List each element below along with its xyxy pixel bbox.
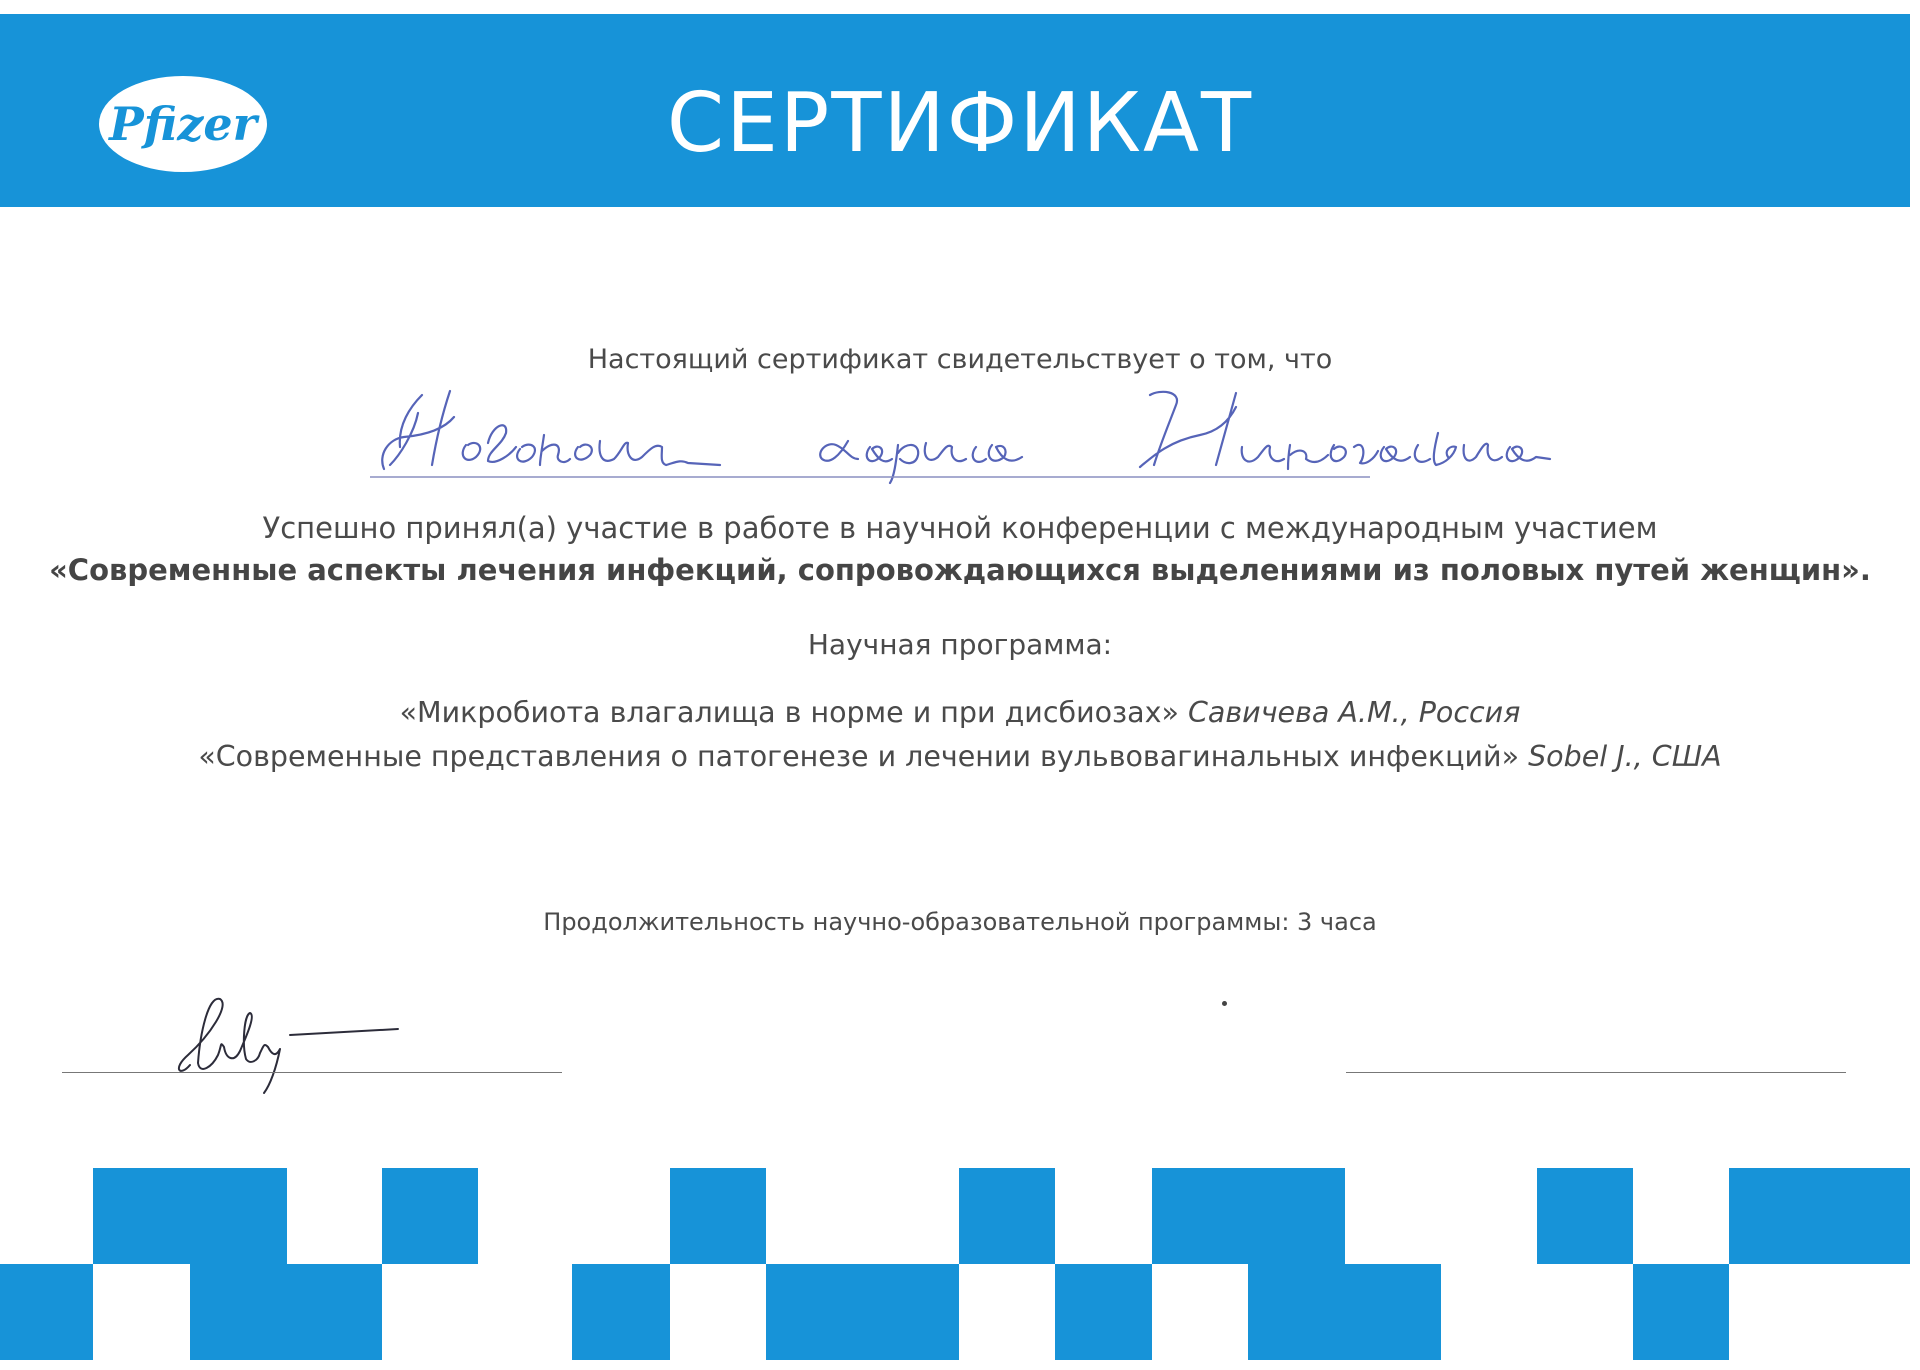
- ink-dot: [1222, 1001, 1227, 1006]
- intro-text: Настоящий сертификат свидетельствует о том, что: [587, 344, 1333, 375]
- signature-line-left: [62, 1072, 562, 1073]
- signature-handwritten: [160, 985, 410, 1095]
- program-item-title: «Современные представления о патогенезе и лечении вульвовагинальных инфекций»: [198, 740, 1520, 773]
- conference-title: «Современные аспекты лечения инфекций, сопровождающихся выделениями из половых путей женщин».: [49, 553, 1871, 587]
- pfizer-logo: [96, 72, 270, 176]
- svg-text:Pfizer: Pfizer: [109, 97, 257, 151]
- program-item-speaker: Sobel J., США: [1528, 740, 1722, 773]
- program-item: [0, 693, 1920, 733]
- recipient-name-handwritten: [370, 385, 1850, 485]
- program-duration: Продолжительность научно-образовательной программы: 3 часа: [543, 908, 1377, 936]
- program-item: [0, 737, 1920, 777]
- program-heading: Научная программа:: [807, 628, 1113, 661]
- certificate-title: СЕРТИФИКАТ: [666, 76, 1254, 171]
- participation-text: Успешно принял(а) участие в работе в научной конференции с международным участием: [262, 511, 1658, 545]
- program-item-title: «Микробиота влагалища в норме и при дисбиозах»: [399, 696, 1179, 729]
- program-item-speaker: Савичева А.М., Россия: [1188, 696, 1521, 729]
- signature-line-right: [1346, 1072, 1846, 1073]
